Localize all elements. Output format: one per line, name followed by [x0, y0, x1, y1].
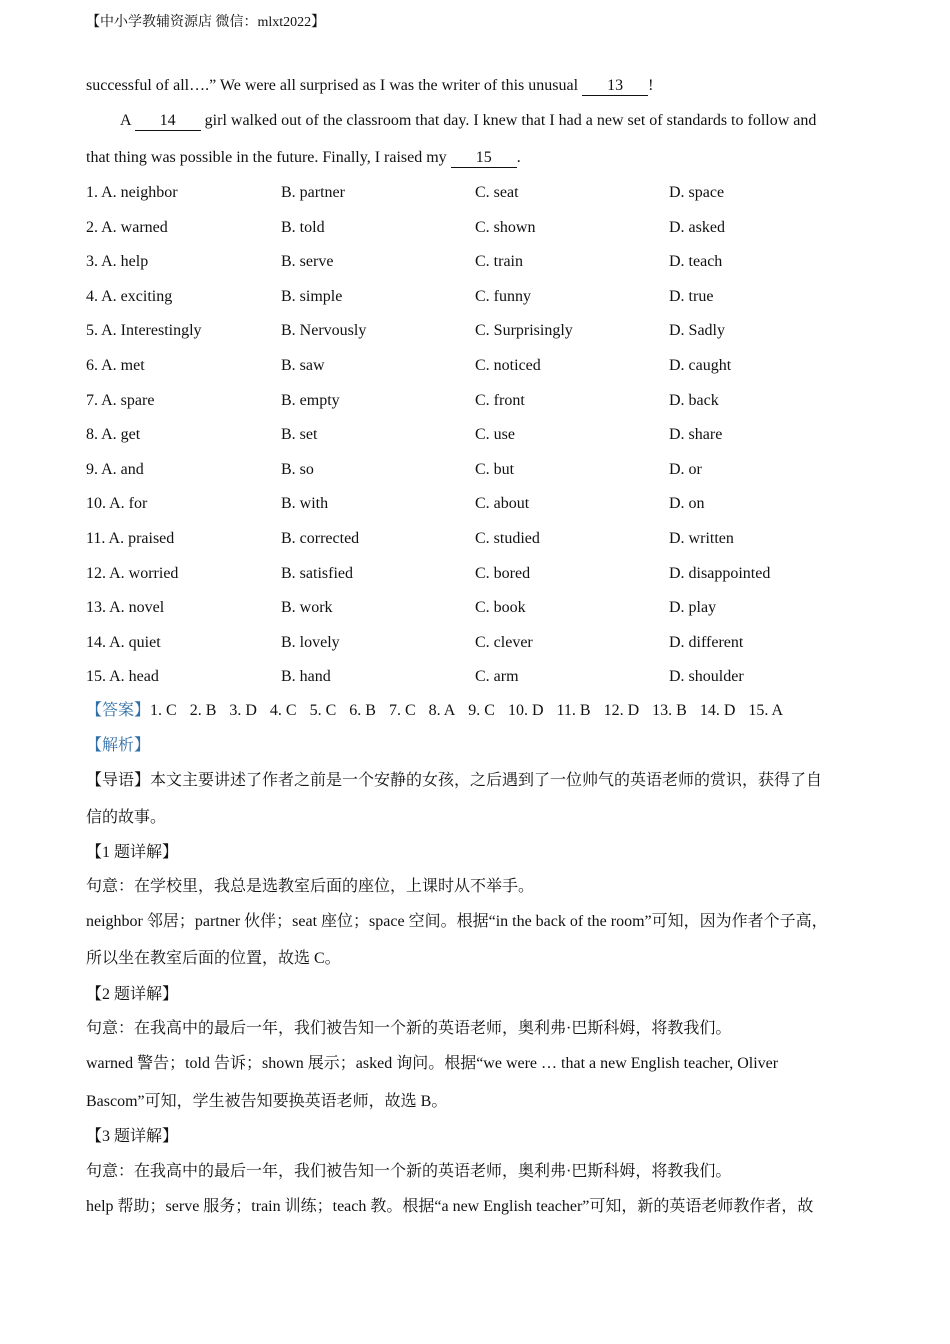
- question-12-option-b: B. satisfied: [281, 565, 353, 582]
- question-9-option-d: D. or: [669, 461, 702, 478]
- question-6-option-b: B. saw: [281, 357, 325, 374]
- question-10-option-a: 10. A. for: [86, 495, 148, 512]
- question-15-option-a: 15. A. head: [86, 668, 159, 685]
- q3-title: 【3 题详解】: [86, 1128, 179, 1145]
- header-watermark: 【中小学教辅资源店 微信：mlxt2022】: [86, 15, 326, 30]
- question-12-option-c: C. bored: [475, 565, 531, 582]
- answer-item: 14. D: [699, 702, 736, 719]
- blank-15: 15: [451, 149, 517, 168]
- passage-text: !: [648, 77, 654, 94]
- answer-item: 11. B: [556, 702, 591, 719]
- q2-explain-2: Bascom”可知，学生被告知要换英语老师，故选 B。: [86, 1093, 448, 1110]
- question-9-option-c: C. but: [475, 461, 515, 478]
- question-12-option-d: D. disappointed: [669, 565, 771, 582]
- question-4-option-a: 4. A. exciting: [86, 288, 173, 305]
- question-13-option-b: B. work: [281, 599, 333, 616]
- answer-item: 7. C: [388, 702, 416, 719]
- answer-item: 8. A: [428, 702, 456, 719]
- question-14-option-a: 14. A. quiet: [86, 634, 161, 651]
- question-1-option-a: 1. A. neighbor: [86, 184, 178, 201]
- q3-meaning: 句意：在我高中的最后一年，我们被告知一个新的英语老师，奥利弗·巴斯科姆，将教我们。: [86, 1163, 732, 1180]
- question-2-option-a: 2. A. warned: [86, 219, 168, 236]
- question-9-option-b: B. so: [281, 461, 314, 478]
- question-15-option-b: B. hand: [281, 668, 331, 685]
- passage-text: successful of all….” We were all surprised as I was the writer of this unusual: [86, 77, 583, 94]
- answer-item: 3. D: [229, 702, 257, 719]
- q1-meaning: 句意：在学校里，我总是选教室后面的座位，上课时从不举手。: [86, 878, 535, 895]
- question-4-option-c: C. funny: [475, 288, 531, 305]
- question-3-option-c: C. train: [475, 253, 523, 270]
- passage-line-1: [86, 76, 866, 96]
- answer-item: 9. C: [468, 702, 495, 719]
- question-1-option-c: C. seat: [475, 184, 519, 201]
- guide-line-1: 【导语】本文主要讲述了作者之前是一个安静的女孩，之后遇到了一位帅气的英语老师的赏识，获得了自: [86, 772, 823, 789]
- analysis-label: 【解析】: [86, 737, 151, 754]
- question-13-option-a: 13. A. novel: [86, 599, 165, 616]
- answer-item: 5. C: [309, 702, 337, 719]
- question-11-option-b: B. corrected: [281, 530, 360, 547]
- question-2-option-d: D. asked: [669, 219, 725, 236]
- q1-title: 【1 题详解】: [86, 844, 179, 861]
- question-6-option-c: C. noticed: [475, 357, 541, 374]
- question-7-option-c: C. front: [475, 392, 525, 409]
- question-7-option-a: 7. A. spare: [86, 392, 155, 409]
- question-8-option-a: 8. A. get: [86, 426, 141, 443]
- question-15-option-c: C. arm: [475, 668, 519, 685]
- question-1-option-d: D. space: [669, 184, 725, 201]
- q1-explain-1: neighbor 邻居；partner 伙伴；seat 座位；space 空间。根据“in the back of the room”可知，因为作者个子高，: [86, 913, 828, 930]
- answer-item: 2. B: [189, 702, 217, 719]
- question-5-option-d: D. Sadly: [669, 322, 725, 339]
- passage-line-3: [86, 148, 866, 168]
- question-12-option-a: 12. A. worried: [86, 565, 179, 582]
- question-5-option-a: 5. A. Interestingly: [86, 322, 202, 339]
- question-4-option-b: B. simple: [281, 288, 343, 305]
- question-2-option-b: B. told: [281, 219, 325, 236]
- q2-explain-1: warned 警告；told 告诉；shown 展示；asked 询问。根据“we were … that a new English teacher, Oliver: [86, 1055, 779, 1072]
- question-6-option-d: D. caught: [669, 357, 732, 374]
- answer-line: [86, 701, 866, 721]
- question-11-option-c: C. studied: [475, 530, 540, 547]
- question-10-option-c: C. about: [475, 495, 530, 512]
- question-2-option-c: C. shown: [475, 219, 536, 236]
- passage-text: A: [120, 112, 135, 129]
- answer-item: 13. B: [652, 702, 687, 719]
- answer-item: 4. C: [269, 702, 297, 719]
- answer-item: 15. A: [748, 702, 784, 719]
- question-14-option-b: B. lovely: [281, 634, 340, 651]
- question-10-option-b: B. with: [281, 495, 329, 512]
- question-3-option-a: 3. A. help: [86, 253, 149, 270]
- q2-title: 【2 题详解】: [86, 986, 179, 1003]
- question-11-option-d: D. written: [669, 530, 734, 547]
- passage-text: that thing was possible in the future. Finally, I raised my: [86, 149, 451, 166]
- question-14-option-d: D. different: [669, 634, 744, 651]
- q3-explain-1: help 帮助；serve 服务；train 训练；teach 教。根据“a new English teacher”可知，新的英语老师教作者，故: [86, 1198, 814, 1215]
- q1-explain-2: 所以坐在教室后面的位置，故选 C。: [86, 950, 341, 967]
- question-8-option-c: C. use: [475, 426, 515, 443]
- question-7-option-b: B. empty: [281, 392, 340, 409]
- question-6-option-a: 6. A. met: [86, 357, 145, 374]
- answer-item: 6. B: [349, 702, 376, 719]
- question-5-option-b: B. Nervously: [281, 322, 367, 339]
- question-4-option-d: D. true: [669, 288, 714, 305]
- question-15-option-d: D. shoulder: [669, 668, 744, 685]
- question-8-option-b: B. set: [281, 426, 318, 443]
- blank-14: 14: [135, 112, 201, 131]
- question-1-option-b: B. partner: [281, 184, 345, 201]
- answer-item: 12. D: [603, 702, 640, 719]
- question-5-option-c: C. Surprisingly: [475, 322, 573, 339]
- blank-13: 13: [582, 77, 648, 96]
- guide-line-2: 信的故事。: [86, 809, 167, 826]
- q2-meaning: 句意：在我高中的最后一年，我们被告知一个新的英语老师，奥利弗·巴斯科姆，将教我们。: [86, 1020, 732, 1037]
- question-8-option-d: D. share: [669, 426, 723, 443]
- answer-item: 10. D: [507, 702, 544, 719]
- passage-text: girl walked out of the classroom that day. I knew that I had a new set of standards to follow and: [200, 112, 817, 129]
- question-3-option-d: D. teach: [669, 253, 723, 270]
- question-14-option-c: C. clever: [475, 634, 533, 651]
- question-10-option-d: D. on: [669, 495, 705, 512]
- answer-item: 1. C: [150, 702, 177, 719]
- answer-label: 【答案】: [86, 702, 151, 719]
- question-7-option-d: D. back: [669, 392, 719, 409]
- answer-items: [150, 702, 783, 719]
- question-3-option-b: B. serve: [281, 253, 334, 270]
- passage-line-2: [120, 111, 900, 131]
- question-9-option-a: 9. A. and: [86, 461, 144, 478]
- passage-text: .: [516, 149, 521, 166]
- question-11-option-a: 11. A. praised: [86, 530, 175, 547]
- question-13-option-d: D. play: [669, 599, 717, 616]
- question-13-option-c: C. book: [475, 599, 526, 616]
